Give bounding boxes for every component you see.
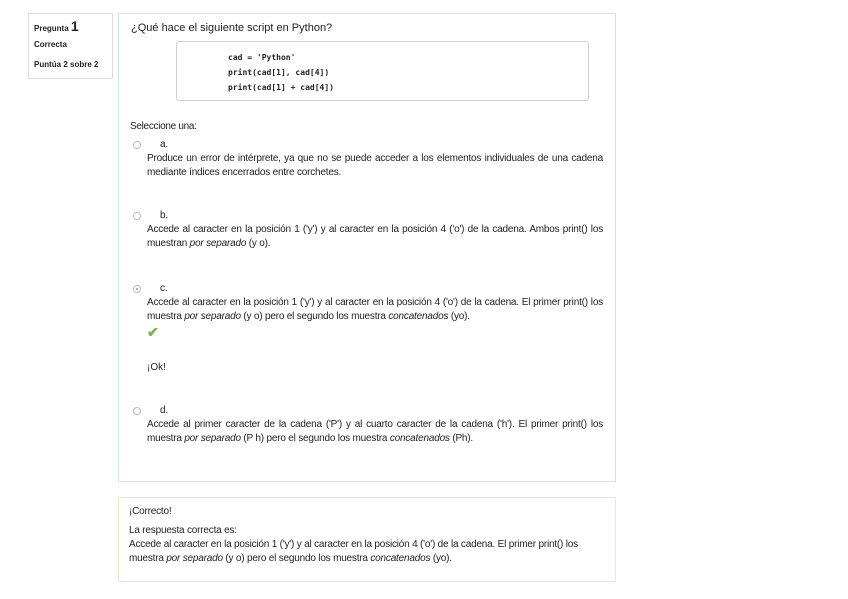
- code-line: cad = 'Python': [228, 53, 296, 62]
- option-b-emphasis: por separado: [189, 238, 247, 249]
- option-text: [147, 296, 603, 339]
- option-letter: d.: [160, 405, 168, 416]
- code-line: print(cad[1], cad[4]): [228, 68, 330, 77]
- option-text: [147, 223, 603, 251]
- option-b-text-2: (y o).: [246, 238, 271, 249]
- feedback-text-3: (yo).: [430, 553, 452, 564]
- correct-check-icon: ✔: [147, 324, 159, 340]
- option-c-emphasis-1: por separado: [184, 311, 241, 322]
- question-grade: Puntúa 2 sobre 2: [34, 60, 99, 69]
- option-a-text: Produce un error de intérprete, ya que no se puede acceder a los elementos individuales de una cadena mediante índices encerrados entre corchetes.: [147, 153, 603, 178]
- option-letter: a.: [160, 139, 168, 150]
- question-number: [34, 18, 107, 34]
- option-d-text-2: (P h) pero el segundo los muestra: [240, 433, 390, 444]
- code-block: [176, 41, 589, 101]
- option-text: [147, 418, 603, 446]
- option-d-text-3: (Ph).: [449, 433, 473, 444]
- option-d-emphasis-1: por separado: [184, 433, 241, 444]
- question-content: [118, 13, 616, 482]
- radio-option-a[interactable]: [133, 141, 141, 149]
- question-info-box: [28, 13, 113, 79]
- radio-option-d[interactable]: [133, 407, 141, 415]
- radio-option-b[interactable]: [133, 212, 141, 220]
- option-c-emphasis-2: concatenados: [388, 311, 449, 322]
- feedback-text-2: (y o) pero el segundo los muestra: [222, 553, 371, 564]
- option-text: [147, 152, 603, 180]
- question-label: Pregunta: [34, 24, 69, 33]
- radio-option-c[interactable]: [133, 285, 141, 293]
- option-d-text-1: Accede al primer caracter de la cadena ('P') y al cuarto caracter de la cadena ('h'). El primer print() los muestra: [147, 419, 603, 444]
- question-state: Correcta: [34, 40, 67, 49]
- option-c-text-3: (yo).: [448, 311, 470, 322]
- option-c-text-2: (y o) pero el segundo los muestra: [240, 311, 389, 322]
- specific-feedback: ¡Ok!: [147, 362, 166, 373]
- option-d-emphasis-2: concatenados: [389, 433, 450, 444]
- code-line: print(cad[1] + cad[4]): [228, 83, 334, 92]
- feedback-answer: [129, 538, 605, 566]
- select-prompt: Seleccione una:: [130, 121, 197, 132]
- option-letter: b.: [160, 210, 168, 221]
- option-c-text-1: Accede al caracter en la posición 1 ('y') y al caracter en la posición 4 ('o') de la cadena. El primer print() los muestra: [147, 297, 603, 322]
- feedback-text-1: Accede al caracter en la posición 1 ('y') y al caracter en la posición 4 ('o') de la cadena. El primer print() los muestra: [129, 539, 578, 564]
- feedback-emphasis-2: concatenados: [370, 553, 431, 564]
- feedback-label: La respuesta correcta es:: [129, 525, 237, 536]
- option-b-text-1: Accede al caracter en la posición 1 ('y') y al caracter en la posición 4 ('o') de la cadena. Ambos print() los muestran: [147, 224, 603, 249]
- question-text: ¿Qué hace el siguiente script en Python?: [131, 22, 333, 34]
- question-number-value: 1: [70, 18, 79, 34]
- feedback-emphasis-1: por separado: [166, 553, 223, 564]
- general-feedback-box: [118, 497, 616, 582]
- option-letter: c.: [160, 283, 168, 294]
- feedback-title: ¡Correcto!: [129, 506, 172, 517]
